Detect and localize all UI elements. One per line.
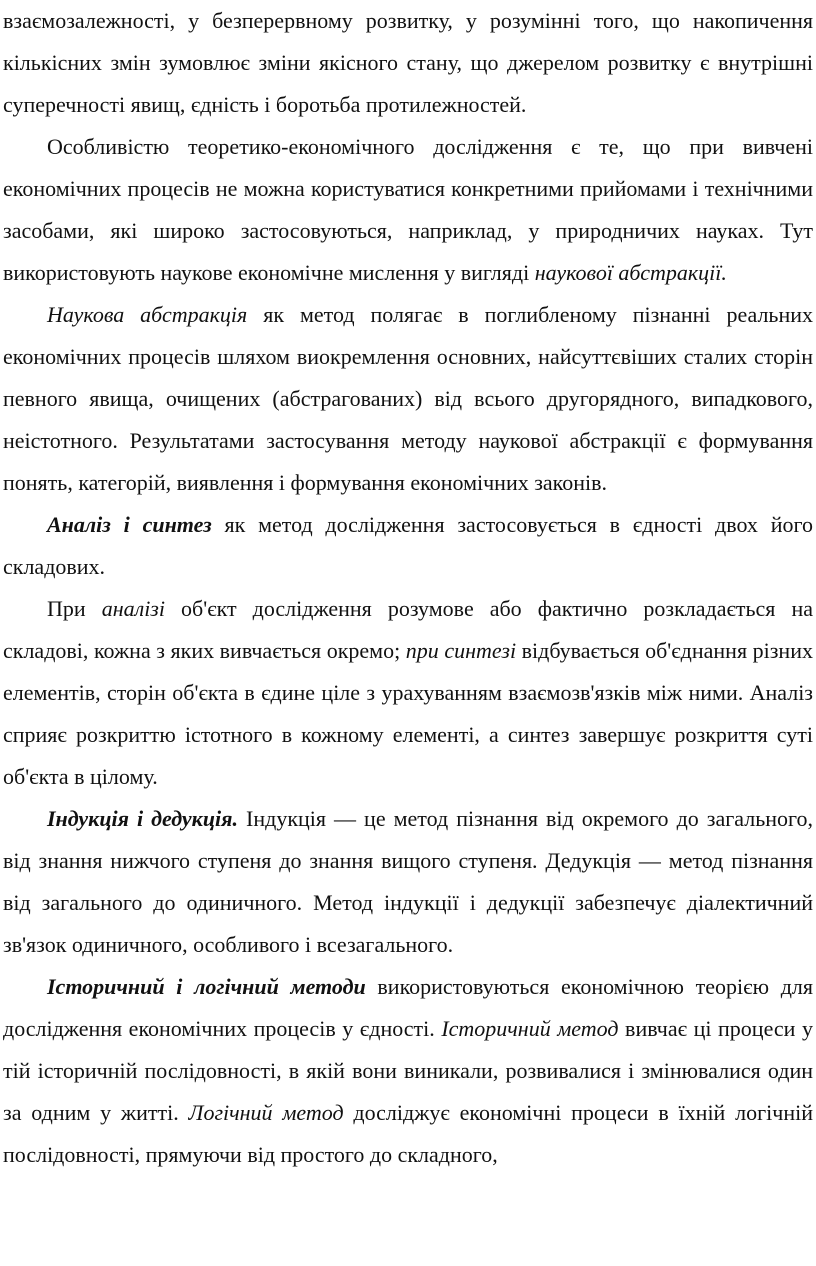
paragraph-theoretical-research [3,126,813,294]
italic-term: Логічний метод [188,1100,344,1125]
italic-term: Історичний метод [441,1016,619,1041]
paragraph-text: об'єкт дослідження розумове або фактично розкладається на складові, кожна з яких вивчається окремо; [3,596,813,663]
paragraph-scientific-abstraction [3,294,813,504]
bold-italic-term: Індукція і дедукція. [47,806,238,831]
paragraph-text: При [47,596,102,621]
paragraph-text: вивчає ці процеси у тій історичній послідовності, в якій вони виникали, розвивалися і змінювалися один за одним у житті. [3,1016,813,1125]
paragraph-text: Індукція — це метод пізнання від окремого до загального, від знання нижчого ступеня до знання вищого ступеня. Дедукція — метод пізнання від загального до одиничного. Метод індукції і дедукції забезпечує діалектичний зв'язок одиничного, особливого і всезагального. [3,806,813,957]
italic-term: аналізі [101,596,166,621]
italic-term: при синтезі [405,638,517,663]
paragraph-text: використовуються економічною теорією для дослідження економічних процесів у єдності. [3,974,813,1041]
paragraph-historical-logical [3,966,813,1176]
paragraph-text: як метод полягає в поглибленому пізнанні реальних економічних процесів шляхом виокремлення основних, найсуттєвіших сталих сторін певного явища, очищених (абстрагованих) від всього другорядного, випадкового, неістотного. Результатами застосування методу наукової абстракції є формування понять, категорій, виявлення і формування економічних законів. [3,302,814,495]
paragraph-continuation [3,0,813,126]
paragraph-text: взаємозалежності, у безперервному розвитку, у розумінні того, що накопичення кількісних змін зумовлює зміни якісного стану, що джерелом розвитку є внутрішні суперечності явищ, єдність і боротьба протилежностей. [3,8,813,117]
italic-term: наукової абстракції. [534,260,727,285]
paragraph-analysis-synthesis [3,504,813,588]
paragraph-induction-deduction [3,798,813,966]
paragraph-analysis-detail [3,588,813,798]
bold-italic-term: Історичний і логічний методи [47,974,366,999]
paragraph-text: як метод дослідження застосовується в єдності двох його складових. [3,512,813,579]
bold-italic-term: Аналіз і синтез [47,512,212,537]
paragraph-text: відбувається об'єднання різних елементів, сторін об'єкта в єдине ціле з урахуванням взаємозв'язків між ними. Аналіз сприяє розкриттю істотного в кожному елементі, а синтез завершує розкриття суті об'єкта в цілому. [3,638,813,789]
paragraph-text: досліджує економічні процеси в їхній логічній послідовності, прямуючи від простого до складного, [3,1100,813,1167]
italic-term: Наукова абстракція [47,302,248,327]
paragraph-text: Особливістю теоретико-економічного дослідження є те, що при вивчені економічних процесів не можна користуватися конкретними прийомами і технічними засобами, які широко застосовуються, наприклад, у природничих науках. Тут використовують наукове економічне мислення у вигляді [3,134,813,285]
